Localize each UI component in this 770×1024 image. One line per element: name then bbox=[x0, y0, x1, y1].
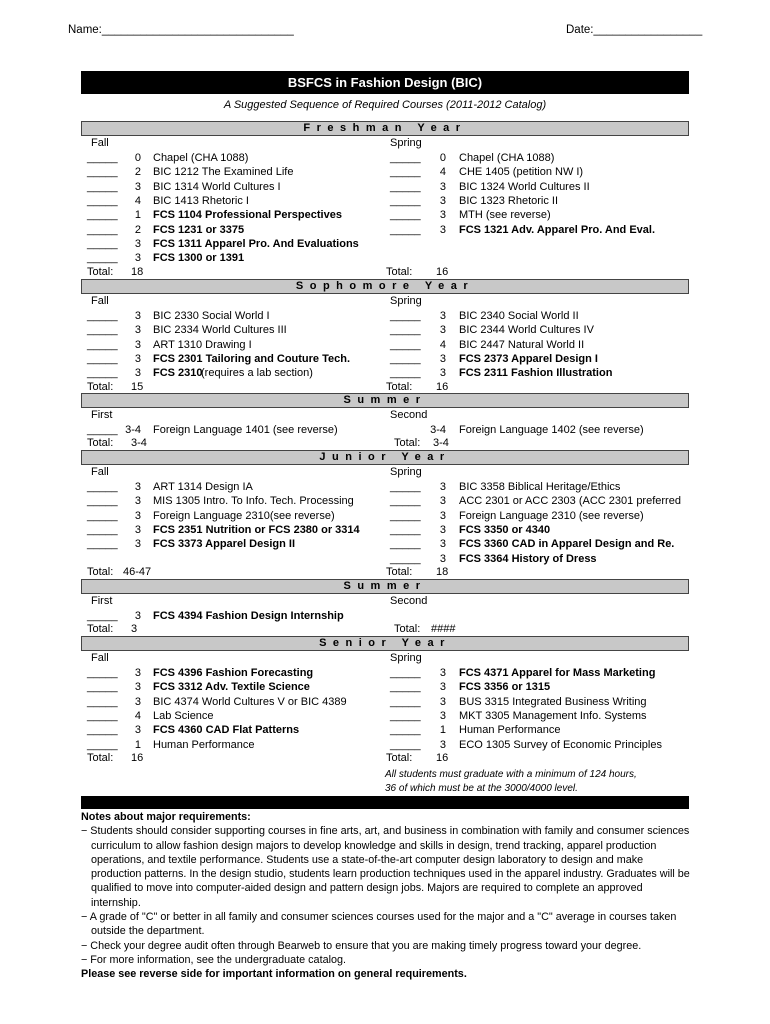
course-credits: 3 bbox=[439, 667, 446, 679]
course-row bbox=[87, 309, 387, 323]
term-label-left: Fall bbox=[91, 295, 109, 307]
note-item: − Students should consider supporting courses in fine arts, art, and business in combination with family and consumer sciences curriculum to allow fashion design majors to develop knowledge and skills in design, trend tracking, apparel production operations, and textile performance. Students use a state-of-the-art computer design laboratory to design and make production patterns. In the design studio, students learn production techniques used in the apparel industry. Graduates will be qualified to move into computer-aided design and pattern design jobs. Majors are required to complete an approved internship. bbox=[81, 825, 690, 909]
section-band: Junior Year bbox=[81, 450, 689, 465]
course-name: CHE 1405 (petition NW I) bbox=[459, 166, 584, 179]
course-row bbox=[87, 251, 387, 265]
course-row bbox=[87, 165, 387, 179]
total-label-right: Total: bbox=[386, 380, 413, 393]
course-name: FCS 1104 Professional Perspectives bbox=[153, 209, 342, 222]
date-field[interactable]: Date:_________________ bbox=[566, 24, 703, 36]
course-checkbox-blank[interactable]: _____ bbox=[87, 252, 118, 265]
course-checkbox-blank[interactable]: _____ bbox=[390, 481, 421, 493]
section-band: Senior Year bbox=[81, 636, 689, 651]
course-checkbox-blank[interactable]: _____ bbox=[87, 524, 118, 537]
course-row bbox=[87, 537, 387, 551]
course-credits: 4 bbox=[134, 195, 141, 208]
notes-section bbox=[81, 810, 691, 982]
course-credits: 4 bbox=[439, 166, 446, 179]
total-value-right: 16 bbox=[436, 752, 449, 765]
course-name: Human Performance bbox=[459, 724, 561, 737]
course-row bbox=[390, 151, 690, 165]
total-value-right: 16 bbox=[436, 380, 449, 393]
course-row bbox=[390, 423, 690, 437]
term-label-right: Spring bbox=[390, 652, 422, 664]
course-row bbox=[87, 680, 387, 694]
course-credits: 3 bbox=[134, 353, 141, 366]
course-checkbox-blank[interactable]: _____ bbox=[87, 424, 118, 436]
course-credits: 0 bbox=[439, 152, 446, 164]
total-label-right: Total: bbox=[394, 623, 421, 636]
course-name: FCS 1311 Apparel Pro. And Evaluations bbox=[153, 238, 359, 251]
course-checkbox-blank[interactable]: _____ bbox=[390, 681, 421, 694]
course-credits: 3 bbox=[439, 180, 446, 193]
course-row bbox=[87, 509, 387, 523]
total-value-left: 46-47 bbox=[123, 566, 152, 579]
course-credits: 3 bbox=[439, 195, 446, 208]
course-credits: 3 bbox=[439, 367, 446, 380]
course-checkbox-blank[interactable]: _____ bbox=[87, 710, 118, 723]
term-label-right: Spring bbox=[390, 137, 422, 149]
note-item: − A grade of "C" or better in all family and consumer sciences courses used for the major and a "C" average in courses taken outside the department. bbox=[81, 911, 677, 938]
course-row bbox=[87, 180, 387, 194]
term-label-right: Spring bbox=[390, 466, 422, 478]
total-label-left: Total: bbox=[87, 380, 114, 393]
course-name: MKT 3305 Management Info. Systems bbox=[459, 710, 647, 723]
course-name: FCS 4371 Apparel for Mass Marketing bbox=[459, 667, 656, 679]
course-credits: 3 bbox=[439, 738, 446, 751]
term-label-right: Second bbox=[390, 409, 428, 421]
course-row bbox=[87, 480, 387, 494]
total-value-left: 3-4 bbox=[131, 437, 147, 450]
course-checkbox-blank[interactable]: _____ bbox=[87, 238, 118, 251]
course-name: MTH (see reverse) bbox=[459, 209, 551, 222]
page-title: BSFCS in Fashion Design (BIC) bbox=[81, 71, 689, 94]
course-name: FCS 1231 or 3375 bbox=[153, 223, 245, 236]
total-label-right: Total: bbox=[386, 752, 413, 765]
notes-footer: Please see reverse side for important information on general requirements. bbox=[81, 968, 467, 981]
total-label-right: Total: bbox=[386, 265, 413, 278]
course-credits: 3 bbox=[439, 509, 446, 522]
note-item: − For more information, see the undergraduate catalog. bbox=[81, 953, 346, 966]
course-row bbox=[87, 323, 387, 337]
course-checkbox-blank[interactable]: _____ bbox=[87, 667, 118, 679]
course-row bbox=[87, 366, 387, 380]
course-credits: 3 bbox=[439, 481, 446, 493]
term-label-left: First bbox=[91, 409, 113, 421]
course-name: BIC 1323 Rhetoric II bbox=[459, 195, 559, 208]
course-row bbox=[87, 494, 387, 508]
total-label-left: Total: bbox=[87, 265, 114, 278]
course-name: BIC 4374 World Cultures V or BIC 4389 bbox=[153, 695, 347, 708]
course-credits: 3 bbox=[439, 552, 446, 565]
course-credits: 3 bbox=[439, 538, 446, 551]
course-name: BUS 3315 Integrated Business Writing bbox=[459, 695, 647, 708]
course-checkbox-blank[interactable]: _____ bbox=[390, 724, 421, 737]
course-credits: 3 bbox=[439, 681, 446, 694]
course-checkbox-blank[interactable]: _____ bbox=[87, 738, 118, 751]
course-row bbox=[390, 309, 690, 323]
course-row bbox=[390, 552, 690, 566]
course-row bbox=[87, 723, 387, 737]
course-checkbox-blank[interactable]: _____ bbox=[390, 338, 421, 351]
course-row bbox=[390, 723, 690, 737]
course-name: BIC 2334 World Cultures III bbox=[153, 324, 287, 337]
course-checkbox-blank[interactable]: _____ bbox=[87, 166, 118, 179]
course-credits: 3-4 bbox=[125, 424, 141, 436]
course-checkbox-blank[interactable]: _____ bbox=[390, 710, 421, 723]
course-credits: 3 bbox=[134, 509, 141, 522]
course-checkbox-blank[interactable]: _____ bbox=[87, 353, 118, 366]
course-checkbox-blank[interactable]: _____ bbox=[87, 367, 118, 380]
course-row bbox=[390, 695, 690, 709]
course-checkbox-blank[interactable]: _____ bbox=[87, 495, 118, 508]
course-credits: 4 bbox=[439, 338, 446, 351]
course-row bbox=[390, 165, 690, 179]
course-name: Chapel (CHA 1088) bbox=[459, 152, 555, 164]
term-label-left: Fall bbox=[91, 137, 109, 149]
course-name: BIC 1314 World Cultures I bbox=[153, 180, 281, 193]
total-value-right: #### bbox=[431, 623, 456, 636]
section-band: Sophomore Year bbox=[81, 279, 689, 294]
course-name: BIC 2344 World Cultures IV bbox=[459, 324, 594, 337]
course-checkbox-blank[interactable]: _____ bbox=[390, 353, 421, 366]
course-credits: 3 bbox=[439, 495, 446, 508]
course-credits: 3 bbox=[134, 667, 141, 679]
course-credits: 3 bbox=[439, 524, 446, 537]
course-checkbox-blank[interactable]: _____ bbox=[390, 524, 421, 537]
course-checkbox-blank[interactable]: _____ bbox=[87, 152, 118, 164]
course-row bbox=[390, 480, 690, 494]
course-credits: 3 bbox=[439, 353, 446, 366]
course-name: BIC 2447 Natural World II bbox=[459, 338, 585, 351]
course-credits: 2 bbox=[134, 223, 141, 236]
course-checkbox-blank[interactable]: _____ bbox=[390, 495, 421, 508]
course-checkbox-blank[interactable]: _____ bbox=[390, 223, 421, 236]
course-credits: 4 bbox=[134, 710, 141, 723]
course-checkbox-blank[interactable]: _____ bbox=[87, 209, 118, 222]
total-label-left: Total: bbox=[87, 437, 114, 450]
course-row bbox=[390, 323, 690, 337]
course-checkbox-blank[interactable]: _____ bbox=[390, 695, 421, 708]
graduation-note-line-2: 36 of which must be at the 3000/4000 level. bbox=[385, 783, 578, 794]
course-name: Chapel (CHA 1088) bbox=[153, 152, 249, 164]
course-credits: 0 bbox=[134, 152, 141, 164]
term-label-left: Fall bbox=[91, 466, 109, 478]
course-checkbox-blank[interactable]: _____ bbox=[87, 538, 118, 551]
course-name: BIC 2330 Social World I bbox=[153, 310, 270, 322]
section-band: Summer bbox=[81, 393, 689, 408]
course-credits: 3 bbox=[134, 524, 141, 537]
course-credits: 3 bbox=[134, 610, 141, 622]
section-band: Summer bbox=[81, 579, 689, 594]
course-credits: 3 bbox=[439, 324, 446, 337]
course-name: ECO 1305 Survey of Economic Principles bbox=[459, 738, 662, 751]
course-name: FCS 2351 Nutrition or FCS 2380 or 3314 bbox=[153, 524, 360, 537]
course-credits: 3 bbox=[439, 209, 446, 222]
course-row bbox=[390, 738, 690, 752]
course-row bbox=[390, 509, 690, 523]
course-row bbox=[390, 537, 690, 551]
course-credits: 3 bbox=[134, 180, 141, 193]
course-name: FCS 1300 or 1391 bbox=[153, 252, 245, 265]
course-row bbox=[87, 609, 387, 623]
term-label-right: Second bbox=[390, 595, 428, 607]
total-value-right: 18 bbox=[436, 566, 449, 579]
total-label-left: Total: bbox=[87, 566, 114, 579]
course-row bbox=[390, 208, 690, 222]
course-checkbox-blank[interactable]: _____ bbox=[87, 180, 118, 193]
total-value-right: 3-4 bbox=[433, 437, 449, 450]
course-credits: 3 bbox=[134, 724, 141, 737]
notes-heading: Notes about major requirements: bbox=[81, 811, 251, 823]
total-label-right: Total: bbox=[386, 566, 413, 579]
course-name: FCS 3356 or 1315 bbox=[459, 681, 551, 694]
course-row bbox=[87, 523, 387, 537]
course-name: ACC 2301 or ACC 2303 (ACC 2301 preferred bbox=[459, 495, 681, 508]
course-checkbox-blank[interactable]: _____ bbox=[87, 223, 118, 236]
course-name: FCS 4396 Fashion Forecasting bbox=[153, 667, 314, 679]
course-row bbox=[390, 194, 690, 208]
course-row bbox=[87, 738, 387, 752]
course-name: BIC 3358 Biblical Heritage/Ethics bbox=[459, 481, 621, 493]
course-row bbox=[87, 194, 387, 208]
course-row bbox=[87, 223, 387, 237]
course-row bbox=[390, 223, 690, 237]
course-name: FCS 3373 Apparel Design II bbox=[153, 538, 296, 551]
course-credits: 3 bbox=[439, 710, 446, 723]
total-label-left: Total: bbox=[87, 752, 114, 765]
course-credits: 3 bbox=[134, 367, 141, 380]
course-credits: 3 bbox=[439, 223, 446, 236]
total-value-left: 18 bbox=[131, 265, 144, 278]
total-value-left: 16 bbox=[131, 752, 144, 765]
course-checkbox-blank[interactable]: _____ bbox=[390, 195, 421, 208]
course-credits: 3 bbox=[439, 310, 446, 322]
graduation-note-line-1: All students must graduate with a minimum of 124 hours, bbox=[385, 769, 637, 780]
section-band: Freshman Year bbox=[81, 121, 689, 136]
course-checkbox-blank[interactable]: _____ bbox=[87, 195, 118, 208]
course-name: FCS 1321 Adv. Apparel Pro. And Eval. bbox=[459, 223, 656, 236]
course-name: FCS 4394 Fashion Design Internship bbox=[153, 610, 344, 622]
course-name: FCS 3360 CAD in Apparel Design and Re. bbox=[459, 538, 675, 551]
course-checkbox-blank[interactable]: _____ bbox=[390, 152, 421, 164]
total-value-right: 16 bbox=[436, 265, 449, 278]
course-name: FCS 4360 CAD Flat Patterns bbox=[153, 724, 300, 737]
course-name: FCS 2373 Apparel Design I bbox=[459, 353, 598, 366]
course-row bbox=[390, 366, 690, 380]
course-row bbox=[390, 680, 690, 694]
course-checkbox-blank[interactable]: _____ bbox=[87, 310, 118, 322]
course-credits: 3-4 bbox=[430, 424, 446, 436]
course-credits: 3 bbox=[134, 538, 141, 551]
course-name: ART 1314 Design IA bbox=[153, 481, 253, 493]
term-label-right: Spring bbox=[390, 295, 422, 307]
course-checkbox-blank[interactable]: _____ bbox=[390, 367, 421, 380]
course-note: (requires a lab section) bbox=[201, 367, 313, 380]
course-credits: 3 bbox=[134, 495, 141, 508]
course-name: Lab Science bbox=[153, 710, 214, 723]
course-row bbox=[390, 494, 690, 508]
course-name: BIC 2340 Social World II bbox=[459, 310, 579, 322]
course-name: Foreign Language 1401 (see reverse) bbox=[153, 424, 338, 436]
course-name: FCS 2310 bbox=[153, 367, 203, 380]
course-checkbox-blank[interactable]: _____ bbox=[87, 509, 118, 522]
course-credits: 3 bbox=[439, 695, 446, 708]
page-subtitle: A Suggested Sequence of Required Courses (2011-2012 Catalog) bbox=[223, 99, 547, 111]
course-name: BIC 1324 World Cultures II bbox=[459, 180, 590, 193]
course-credits: 3 bbox=[134, 310, 141, 322]
course-checkbox-blank[interactable]: _____ bbox=[390, 324, 421, 337]
course-checkbox-blank[interactable]: _____ bbox=[390, 538, 421, 551]
course-credits: 3 bbox=[134, 338, 141, 351]
course-credits: 1 bbox=[134, 209, 141, 222]
course-row bbox=[87, 237, 387, 251]
course-credits: 3 bbox=[134, 252, 141, 265]
course-credits: 3 bbox=[134, 324, 141, 337]
course-checkbox-blank[interactable]: _____ bbox=[390, 209, 421, 222]
course-credits: 3 bbox=[134, 695, 141, 708]
course-checkbox-blank[interactable]: _____ bbox=[390, 667, 421, 679]
course-credits: 1 bbox=[439, 724, 446, 737]
total-label-left: Total: bbox=[87, 623, 114, 636]
course-checkbox-blank[interactable]: _____ bbox=[87, 681, 118, 694]
course-checkbox-blank[interactable]: _____ bbox=[390, 310, 421, 322]
course-name: ART 1310 Drawing I bbox=[153, 338, 252, 351]
course-name: Human Performance bbox=[153, 738, 255, 751]
course-credits: 1 bbox=[134, 738, 141, 751]
course-name: BIC 1212 The Examined Life bbox=[153, 166, 294, 179]
total-value-left: 15 bbox=[131, 380, 144, 393]
course-row bbox=[87, 709, 387, 723]
course-row bbox=[87, 423, 387, 437]
course-credits: 3 bbox=[134, 681, 141, 694]
course-name: Foreign Language 1402 (see reverse) bbox=[459, 424, 644, 436]
divider-bar bbox=[81, 796, 689, 809]
course-row bbox=[390, 523, 690, 537]
total-value-left: 3 bbox=[131, 623, 138, 636]
course-row bbox=[390, 180, 690, 194]
course-row bbox=[87, 338, 387, 352]
course-checkbox-blank[interactable]: _____ bbox=[87, 338, 118, 351]
course-name: FCS 3312 Adv. Textile Science bbox=[153, 681, 310, 694]
course-checkbox-blank[interactable]: _____ bbox=[87, 481, 118, 493]
course-checkbox-blank[interactable]: _____ bbox=[87, 610, 118, 622]
course-name: MIS 1305 Intro. To Info. Tech. Processing bbox=[153, 495, 354, 508]
course-row bbox=[390, 666, 690, 680]
course-row bbox=[390, 338, 690, 352]
course-credits: 2 bbox=[134, 166, 141, 179]
course-name: BIC 1413 Rhetoric I bbox=[153, 195, 249, 208]
course-row bbox=[87, 208, 387, 222]
term-label-left: Fall bbox=[91, 652, 109, 664]
course-checkbox-blank[interactable]: _____ bbox=[87, 324, 118, 337]
course-checkbox-blank[interactable]: _____ bbox=[390, 509, 421, 522]
course-name: FCS 3350 or 4340 bbox=[459, 524, 551, 537]
course-name: Foreign Language 2310(see reverse) bbox=[153, 509, 335, 522]
course-row bbox=[390, 709, 690, 723]
course-row bbox=[87, 695, 387, 709]
course-checkbox-blank[interactable]: _____ bbox=[390, 166, 421, 179]
course-credits: 3 bbox=[134, 238, 141, 251]
total-label-right: Total: bbox=[394, 437, 421, 450]
course-name: FCS 2301 Tailoring and Couture Tech. bbox=[153, 353, 351, 366]
note-item: − Check your degree audit often through Bearweb to ensure that you are making timely progress toward your degree. bbox=[81, 939, 642, 952]
name-field[interactable]: Name:______________________________ bbox=[68, 24, 294, 36]
course-credits: 3 bbox=[134, 481, 141, 493]
course-row bbox=[390, 352, 690, 366]
course-checkbox-blank[interactable]: _____ bbox=[390, 552, 421, 565]
course-row bbox=[87, 352, 387, 366]
course-checkbox-blank[interactable]: _____ bbox=[390, 180, 421, 193]
course-checkbox-blank[interactable]: _____ bbox=[87, 724, 118, 737]
course-name: Foreign Language 2310 (see reverse) bbox=[459, 509, 644, 522]
course-row bbox=[87, 151, 387, 165]
course-name: FCS 2311 Fashion Illustration bbox=[459, 367, 613, 380]
term-label-left: First bbox=[91, 595, 113, 607]
course-row bbox=[87, 666, 387, 680]
course-checkbox-blank[interactable]: _____ bbox=[390, 738, 421, 751]
course-checkbox-blank[interactable]: _____ bbox=[87, 695, 118, 708]
course-name: FCS 3364 History of Dress bbox=[459, 552, 597, 565]
